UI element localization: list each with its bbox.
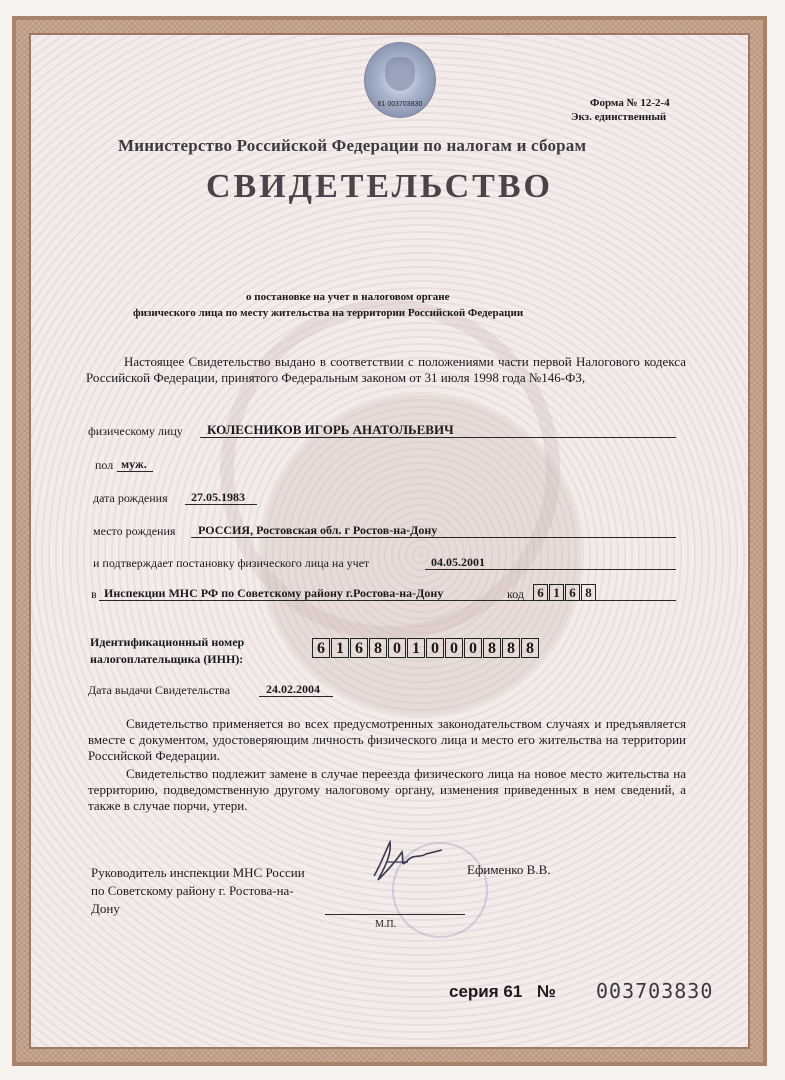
copy-note: Экз. единственный xyxy=(571,111,667,123)
signature-line xyxy=(325,914,465,915)
replacement-paragraph: Свидетельство подлежит замене в случае переезда физического лица на новое место жительства на территорию, подведомственную другому налоговому органу, изменения приведенных в нем сведений, а также в случае порчи, утери. xyxy=(88,766,686,813)
registration-date: 04.05.2001 xyxy=(431,555,485,569)
eagle-icon xyxy=(385,57,415,91)
inn-digit: 1 xyxy=(407,638,425,658)
sex-label: пол xyxy=(95,458,114,472)
code-label: код xyxy=(507,587,524,601)
document-title: СВИДЕТЕЛЬСТВО xyxy=(206,168,553,205)
code-digit: 1 xyxy=(549,584,564,601)
birth-place-label: место рождения xyxy=(93,524,176,538)
registration-label: и подтверждает постановку физического лица на учет xyxy=(93,556,370,570)
number-sign: № xyxy=(537,982,556,1001)
ministry-name: Министерство Российской Федерации по налогам и сборам xyxy=(118,136,587,155)
signatory-name: Ефименко В.В. xyxy=(467,862,551,877)
code-digit: 6 xyxy=(565,584,580,601)
inn-digit: 0 xyxy=(426,638,444,658)
usage-paragraph: Свидетельство применяется во всех предусмотренных законодательством случаях и предъявляется вместе с документом, удостоверяющим личность физического лица и место его жительства на территории Российской Федерации. xyxy=(88,716,686,763)
code-digit: 6 xyxy=(533,584,548,601)
person-label: физическому лицу xyxy=(88,424,183,438)
sex-value: муж. xyxy=(121,457,147,471)
hologram-seal xyxy=(364,42,436,118)
inn-digit: 0 xyxy=(464,638,482,658)
in-label: в xyxy=(91,587,97,601)
birth-date-label: дата рождения xyxy=(93,491,168,505)
intro-paragraph: Настоящее Свидетельство выдано в соответствии с положениями части первой Налогового кодекса Российской Федерации, принятого Федеральным законом от 31 июля 1998 года №146-ФЗ, xyxy=(86,354,686,385)
inn-number xyxy=(312,638,540,658)
inn-label xyxy=(90,634,244,668)
code-digit: 8 xyxy=(581,584,596,601)
series-label xyxy=(449,982,556,1002)
inn-label-line-1: Идентификационный номер xyxy=(90,635,245,649)
series-text: серия 61 xyxy=(449,982,523,1001)
hologram-number: 61 003703830 xyxy=(377,101,423,108)
birth-date-value: 27.05.1983 xyxy=(191,490,245,504)
issue-date-value: 24.02.2004 xyxy=(266,682,320,696)
inn-digit: 8 xyxy=(369,638,387,658)
head-title: Руководитель инспекции МНС России по Советскому району г. Ростова-на-Дону xyxy=(91,865,305,916)
inn-label-line-2: налогоплательщика (ИНН): xyxy=(90,652,244,666)
issue-date-label: Дата выдачи Свидетельства xyxy=(88,683,231,697)
inn-digit: 0 xyxy=(388,638,406,658)
inspection-value: Инспекции МНС РФ по Советскому району г.Ростова-на-Дону xyxy=(104,586,444,600)
inn-digit: 6 xyxy=(312,638,330,658)
inn-digit: 6 xyxy=(350,638,368,658)
person-value: КОЛЕСНИКОВ ИГОРЬ АНАТОЛЬЕВИЧ xyxy=(207,422,454,437)
tax-office-code xyxy=(533,584,597,601)
inn-digit: 8 xyxy=(502,638,520,658)
subtitle-line-2: физического лица по месту жительства на территории Российской Федерации xyxy=(133,307,524,319)
serial-number: 003703830 xyxy=(596,979,714,1003)
inn-digit: 1 xyxy=(331,638,349,658)
birth-place-value: РОССИЯ, Ростовская обл. г Ростов-на-Дону xyxy=(198,523,438,537)
handwritten-signature xyxy=(368,832,448,892)
inn-digit: 8 xyxy=(483,638,501,658)
form-number: Форма № 12-2-4 xyxy=(590,97,670,109)
stamp-label: М.П. xyxy=(375,919,397,930)
subtitle-line-1: о постановке на учет в налоговом органе xyxy=(246,291,450,303)
inn-digit: 8 xyxy=(521,638,539,658)
inn-digit: 0 xyxy=(445,638,463,658)
